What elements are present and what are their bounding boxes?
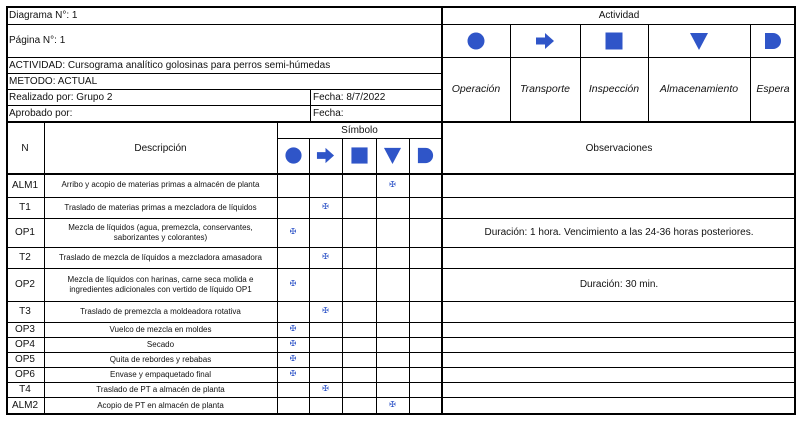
step-observation xyxy=(442,397,796,414)
step-description: Traslado de PT a almacén de planta xyxy=(96,384,225,394)
symbol-mark: ✠ xyxy=(322,202,329,212)
step-description: Envase y empaquetado final xyxy=(110,369,211,379)
step-description: Acopio de PT en almacén de planta xyxy=(97,400,224,410)
symbol-mark: ✠ xyxy=(289,227,297,237)
grid-line-h xyxy=(6,247,796,248)
step-observation xyxy=(442,382,796,397)
simbolo-square-icon xyxy=(342,138,376,173)
step-observation xyxy=(442,352,796,367)
step-id: T3 xyxy=(19,306,31,317)
actividad-title: Actividad xyxy=(598,9,640,21)
activity-label-1: Transporte xyxy=(520,83,570,96)
square-icon xyxy=(580,24,648,57)
step-description: Mezcla de líquidos (agua, premezcla, conservantes, saborizantes y colorantes) xyxy=(68,223,253,242)
simbolo-d-shape-icon xyxy=(409,138,442,173)
step-observation xyxy=(442,247,796,268)
grid-line-h xyxy=(6,173,796,175)
step-description: Secado xyxy=(146,339,175,349)
activity-label-2: Inspección xyxy=(588,83,640,96)
step-description: Quita de rebordes y rebabas xyxy=(109,354,212,364)
step-observation: Duración: 1 hora. Vencimiento a las 24-36 horas posteriores. xyxy=(484,227,754,238)
grid-line-h xyxy=(6,337,796,338)
step-id: OP3 xyxy=(14,324,35,335)
step-id: T2 xyxy=(19,252,31,263)
step-observation xyxy=(442,173,796,197)
step-observation: Duración: 30 min. xyxy=(579,279,659,290)
grid-line-h xyxy=(6,105,442,106)
grid-line-h xyxy=(6,397,796,398)
col-observaciones-header: Observaciones xyxy=(585,142,653,154)
activity-label-4: Espera xyxy=(756,83,790,96)
step-description: Vuelco de mezcla en moldes xyxy=(109,324,212,334)
grid-line-h xyxy=(6,24,442,25)
step-description: Mezcla de líquidos con harinas, carne seca molida e ingredientes adicionales con vertido de líquido OP1 xyxy=(67,275,254,294)
step-id: ALM2 xyxy=(11,400,39,411)
activity-label-0: Operación xyxy=(451,83,501,96)
symbol-mark: ✠ xyxy=(389,179,396,189)
step-observation xyxy=(442,197,796,218)
metodo: METODO: ACTUAL xyxy=(9,75,98,87)
grid-line-h xyxy=(442,57,796,58)
step-id: ALM1 xyxy=(11,179,39,191)
actividad-description: ACTIVIDAD: Cursograma analítico golosinas para perros semi-húmedas xyxy=(9,59,331,71)
symbol-mark: ✠ xyxy=(322,306,329,316)
step-observation xyxy=(442,322,796,337)
grid-line-v xyxy=(580,24,581,122)
fecha-aprobado: Fecha: xyxy=(313,107,344,119)
grid-line-v xyxy=(750,24,751,122)
grid-line-v xyxy=(309,138,310,414)
step-description: Traslado de materias primas a mezcladora de líquidos xyxy=(64,202,257,212)
grid-line-h xyxy=(6,322,796,323)
step-id: OP5 xyxy=(14,354,35,365)
grid-line-h xyxy=(6,301,796,302)
step-description: Traslado de mezcla de líquidos a mezcladora amasadora xyxy=(59,252,262,262)
grid-line-h xyxy=(6,197,796,198)
col-descripcion-header: Descripción xyxy=(134,142,187,154)
simbolo-circle-icon xyxy=(277,138,309,173)
grid-line-h xyxy=(6,121,796,123)
col-n-header: N xyxy=(21,142,29,154)
grid-line-v xyxy=(342,138,343,414)
grid-line-v xyxy=(310,89,311,121)
symbol-mark: ✠ xyxy=(289,324,297,334)
step-id: T4 xyxy=(19,384,31,395)
step-observation xyxy=(442,367,796,382)
step-id: OP2 xyxy=(14,279,35,290)
grid-line-h xyxy=(277,138,442,139)
grid-line-h xyxy=(6,367,796,368)
grid-line-h xyxy=(442,24,796,25)
symbol-mark: ✠ xyxy=(322,252,329,262)
simbolo-arrow-right-icon xyxy=(309,138,342,173)
step-id: OP6 xyxy=(14,369,35,380)
circle-icon xyxy=(442,24,510,57)
grid-line-v xyxy=(648,24,649,122)
d-shape-icon xyxy=(750,24,796,57)
grid-line-h xyxy=(6,268,796,269)
col-simbolo-header: Símbolo xyxy=(341,125,378,136)
diagrama-number: Diagrama N°: 1 xyxy=(9,9,78,21)
grid-line-v xyxy=(510,24,511,122)
symbol-mark: ✠ xyxy=(389,400,396,410)
symbol-mark: ✠ xyxy=(289,369,297,379)
symbol-mark: ✠ xyxy=(289,279,297,289)
grid-line-h xyxy=(6,413,796,415)
grid-line-h xyxy=(6,6,796,8)
simbolo-triangle-down-icon xyxy=(376,138,409,173)
realizado-por: Realizado por: Grupo 2 xyxy=(9,91,113,103)
step-id: OP1 xyxy=(14,227,35,238)
grid-line-h xyxy=(6,57,442,58)
symbol-mark: ✠ xyxy=(322,384,329,394)
grid-line-h xyxy=(6,352,796,353)
grid-line-v xyxy=(376,138,377,414)
grid-line-v xyxy=(409,138,410,414)
step-description: Traslado de premezcla a moldeadora rotativa xyxy=(80,306,241,316)
triangle-down-icon xyxy=(648,24,750,57)
grid-line-h xyxy=(6,73,442,74)
step-observation xyxy=(442,301,796,322)
grid-line-h xyxy=(6,218,796,219)
symbol-mark: ✠ xyxy=(289,354,297,364)
grid-line-h xyxy=(6,382,796,383)
step-observation xyxy=(442,337,796,352)
arrow-right-icon xyxy=(510,24,580,57)
symbol-mark: ✠ xyxy=(289,339,297,349)
fecha-realizado: Fecha: 8/7/2022 xyxy=(313,91,386,103)
activity-label-3: Almacenamiento xyxy=(659,83,739,96)
pagina-number: Página N°: 1 xyxy=(9,35,66,46)
cursograma-table xyxy=(6,6,796,442)
step-id: OP4 xyxy=(14,339,35,350)
step-id: T1 xyxy=(19,202,31,213)
aprobado-por: Aprobado por: xyxy=(9,107,73,119)
grid-line-h xyxy=(6,89,442,90)
step-description: Arribo y acopio de materias primas a almacén de planta xyxy=(61,180,260,190)
